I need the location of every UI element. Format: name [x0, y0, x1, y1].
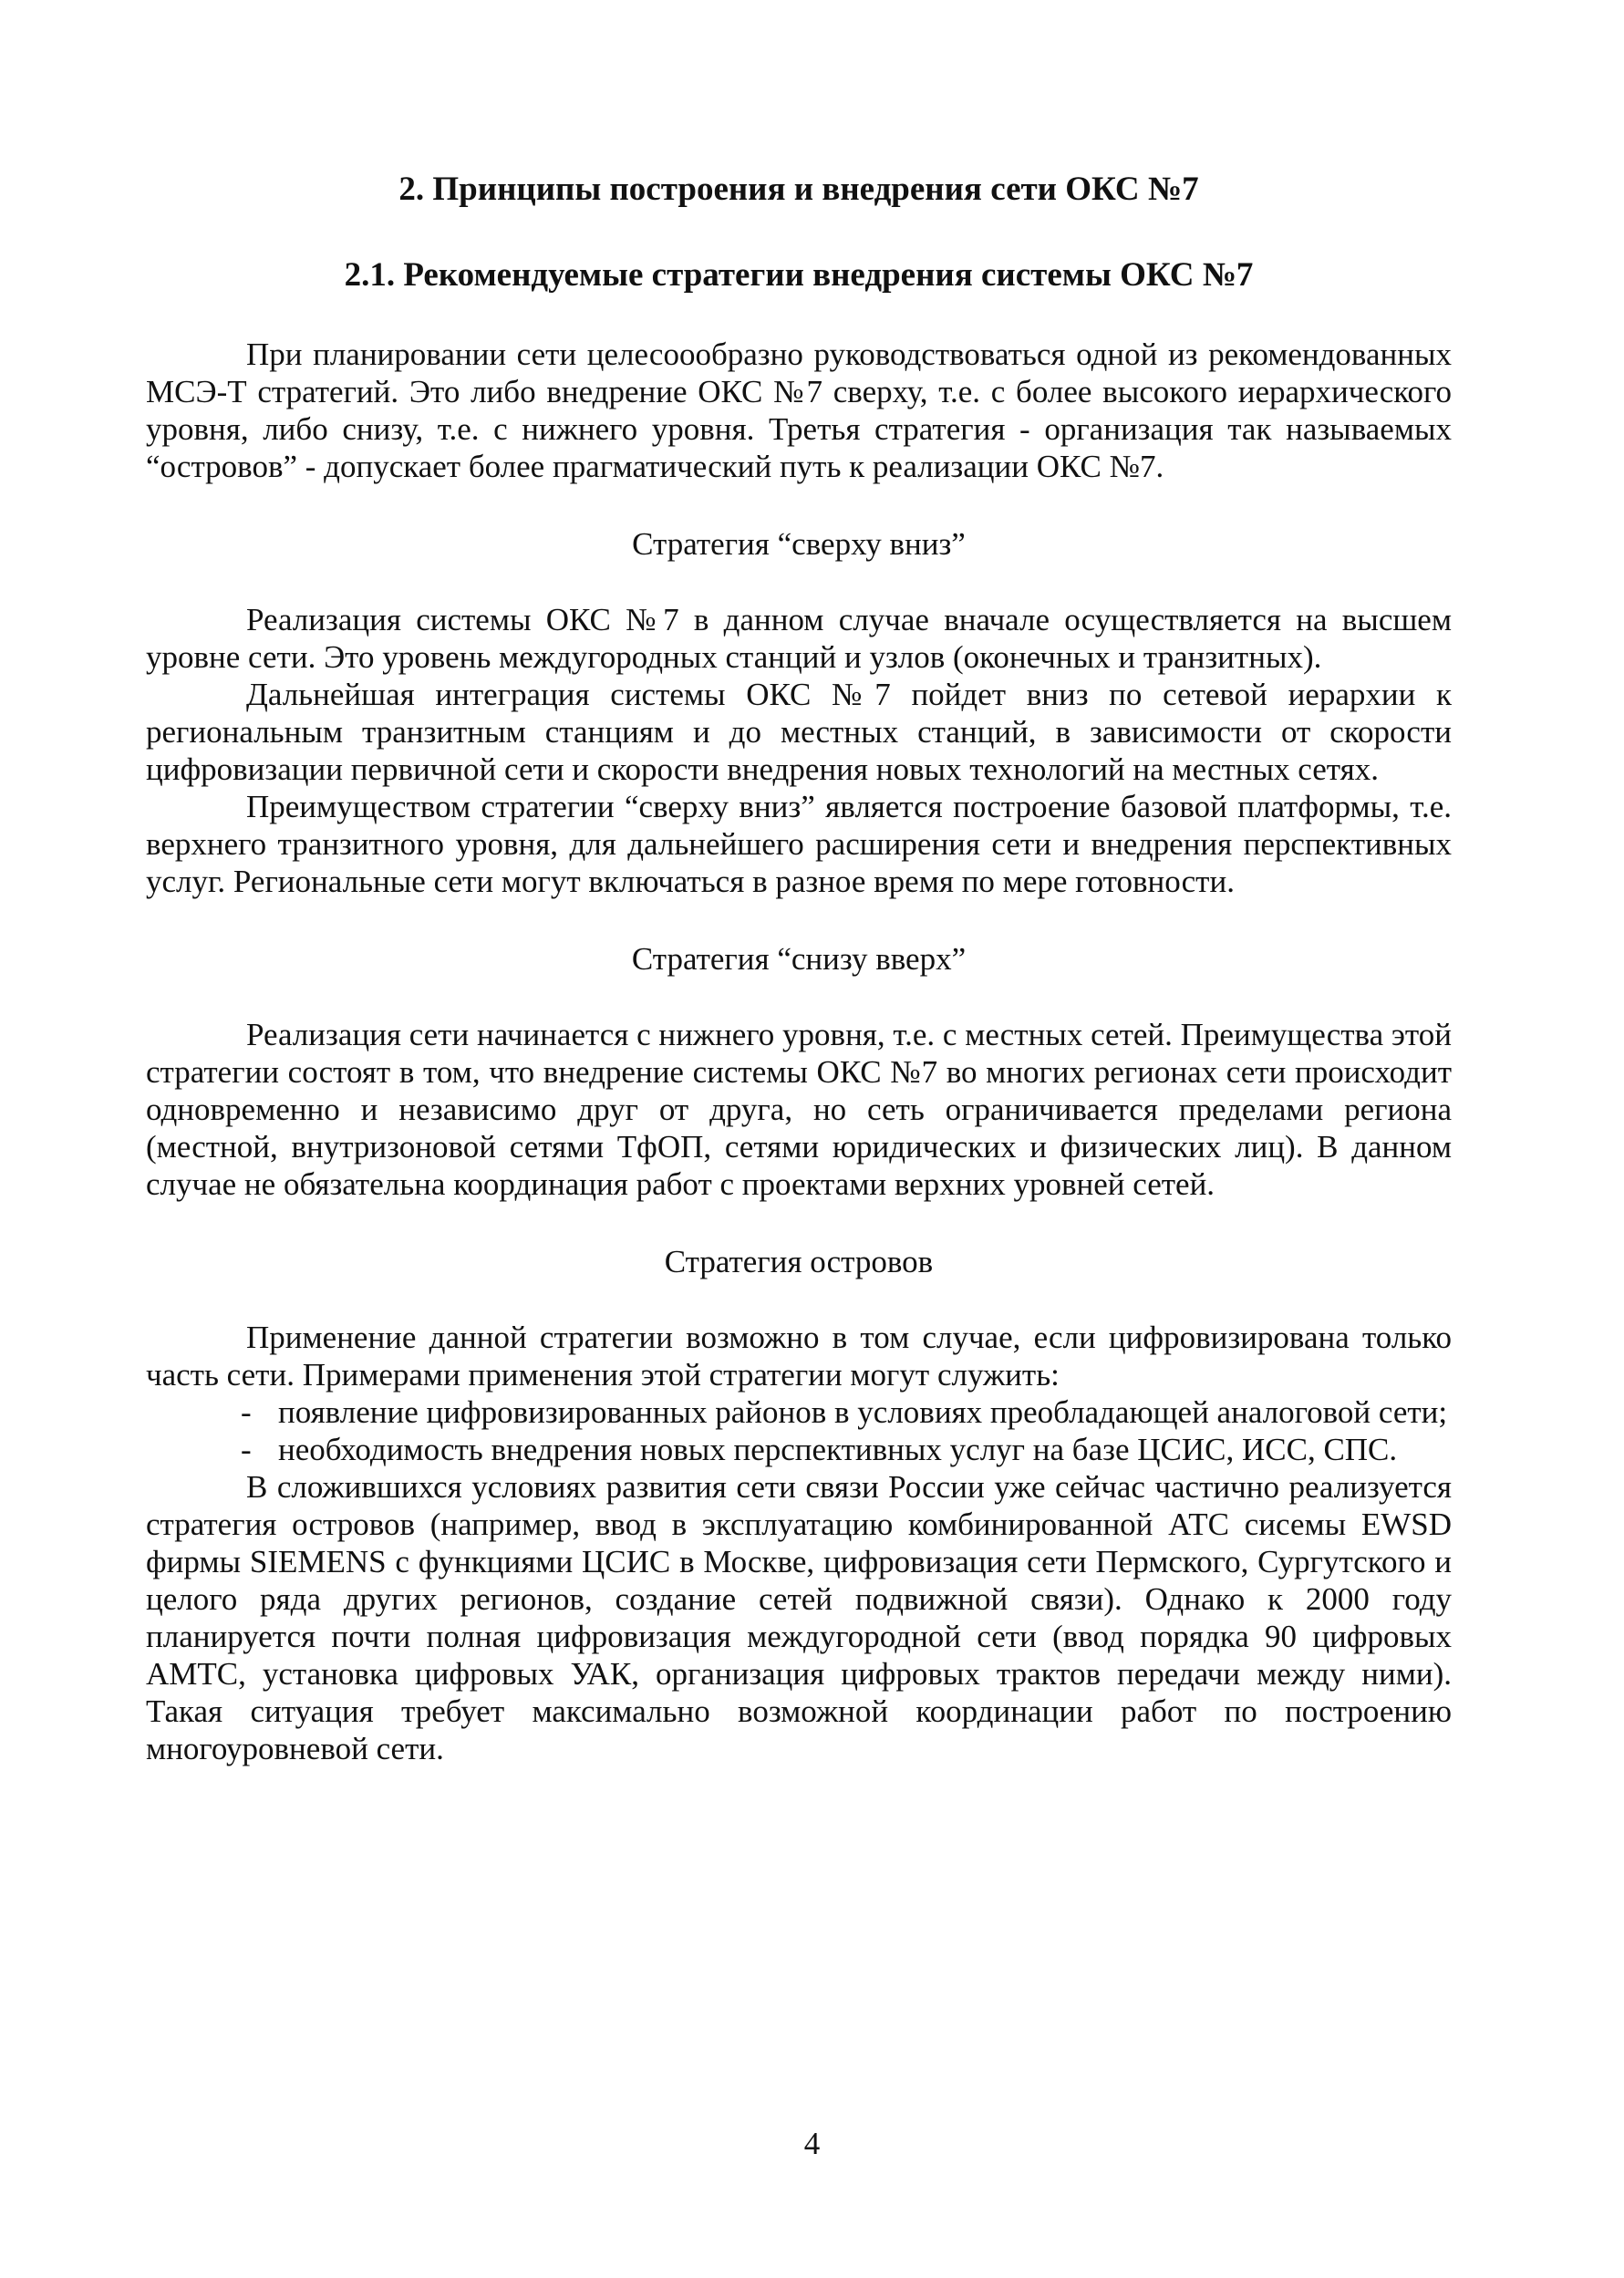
chapter-heading: 2. Принципы построения и внедрения сети ОКС №7 [398, 171, 1199, 208]
paragraph: Преимуществом стратегии “сверху вниз” является построение базовой платформы, т.е. верхнего транзитного уровня, для дальнейшего расширения сети и внедрения перспективных услуг. Региональные сети могут включаться в разное время по мере готовности. [146, 789, 1452, 899]
subsection-title-islands: Стратегия островов [664, 1244, 934, 1279]
dash-marker: - [241, 1432, 252, 1467]
list-item [146, 1431, 1452, 1468]
subsection-title-bottom-up: Стратегия “снизу вверх” [631, 941, 967, 977]
list-item-text: необходимость внедрения новых перспективных услуг на базе ЦСИС, ИСС, СПС. [278, 1432, 1398, 1467]
page-content [146, 170, 1452, 1767]
list-item [146, 1393, 1452, 1431]
page-number: 4 [803, 2126, 821, 2161]
list-item-text: появление цифровизированных районов в условиях преобладающей аналоговой сети; [278, 1394, 1448, 1430]
subsection-title-top-down: Стратегия “сверху вниз” [632, 526, 966, 562]
intro-paragraph: При планировании сети целесоообразно руководствоваться одной из рекомендованных МСЭ-Т стратегий. Это либо внедрение ОКС №7 сверху, т.е. с более высокого иерархического уровня, либо снизу, т.е. с нижнего уровня. Третья стратегия - организация так называемых “островов” - допускает более прагматический путь к реализации ОКС №7. [146, 337, 1452, 484]
bullet-list [146, 1393, 1452, 1468]
paragraph: Применение данной стратегии возможно в том случае, если цифровизирована только часть сети. Примерами применения этой стратегии могут служить: [146, 1320, 1452, 1393]
dash-marker: - [241, 1394, 252, 1430]
section-heading: 2.1. Рекомендуемые стратегии внедрения системы ОКС №7 [344, 256, 1254, 294]
paragraph: Дальнейшая интеграция системы ОКС №7 пойдет вниз по сетевой иерархии к региональным транзитным станциям и до местных станций, в зависимости от скорости цифровизации первичной сети и скорости внедрения новых технологий на местных сетях. [146, 677, 1452, 787]
paragraph: В сложившихся условиях развития сети связи России уже сейчас частично реализуется стратегия островов (например, ввод в эксплуатацию комбинированной АТС сисемы EWSD фирмы SIEMENS с функциями ЦСИС в Москве, цифровизация сети Пермского, Сургутского и целого ряда других регионов, создание сетей подвижной связи). Однако к 2000 году планируется почти полная цифровизация междугородной сети (ввод порядка 90 цифровых АМТС, установка цифровых УАК, организация цифровых трактов передачи между ними). Такая ситуация требует максимально возможной координации работ по построению многоуровневой сети. [146, 1469, 1452, 1766]
paragraph: Реализация системы ОКС №7 в данном случае вначале осуществляется на высшем уровне сети. Это уровень междугородных станций и узлов (оконечных и транзитных). [146, 602, 1452, 675]
paragraph: Реализация сети начинается с нижнего уровня, т.е. с местных сетей. Преимущества этой стратегии состоят в том, что внедрение системы ОКС №7 во многих регионах сети происходит одновременно и независимо друг от друга, но сеть ограничивается пределами региона (местной, внутризоновой сетями ТфОП, сетями юридических и физических лиц). В данном случае не обязательна координация работ с проектами верхних уровней сетей. [146, 1017, 1452, 1202]
